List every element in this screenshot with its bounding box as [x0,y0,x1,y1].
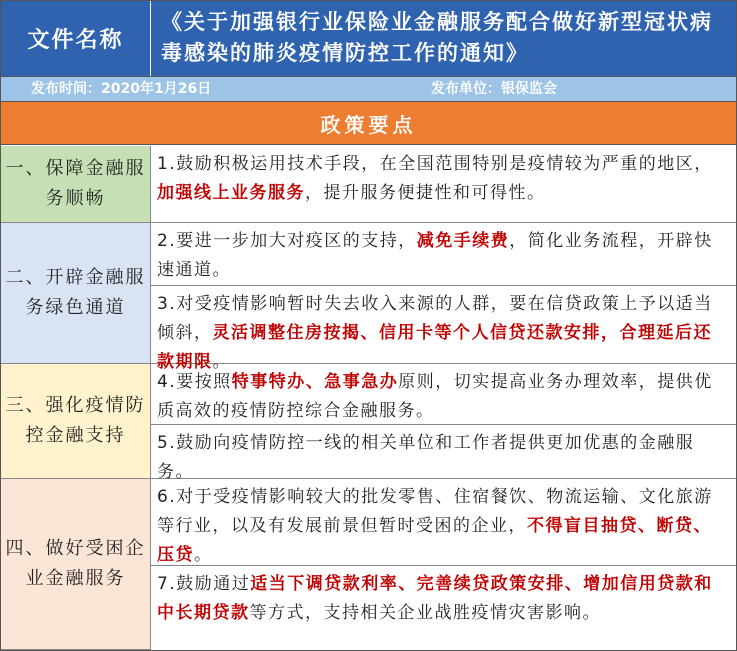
point-text: 4.要按照 [157,372,232,392]
doc-name-label: 文件名称 [1,1,151,76]
point-text: 1.鼓励积极运用技术手段，在全国范围特别是疫情较为严重的地区， [157,154,713,174]
doc-title: 《关于加强银行业保险业金融服务配合做好新型冠状病毒感染的肺炎疫情防控工作的通知》 [161,10,713,65]
point-text: 。 [194,545,213,565]
policy-point [151,223,736,286]
point-highlight: 灵活调整住房按揭、信用卡等个人信贷还款安排，合理延后还款期限 [157,323,712,372]
group-4-label: 四、做好受困企业金融服务 [1,479,151,650]
publisher: 发布单位：银保监会 [431,81,557,97]
meta-row [1,76,736,101]
policy-point [151,566,736,650]
point-text: ，简化业务流程，开辟快速通道。 [157,231,713,280]
title-row [1,1,736,76]
point-highlight: 减免手续费 [416,231,510,251]
point-highlight: 特事特办、急事急办 [231,372,399,392]
point-text: 3.对受疫情影响暂时失去收入来源的人群，要在信贷政策上予以适当倾斜， [157,294,713,343]
point-highlight: 不得盲目抽贷、断贷、压贷 [157,516,712,565]
point-text: 2.要进一步加大对疫区的支持， [157,231,417,251]
point-text: 。 [212,352,231,372]
policy-point [151,146,736,223]
point-text: 6.对于受疫情影响较大的批发零售、住宿餐饮、物流运输、文化旅游等行业，以及有发展前景但暂时受困的企业， [157,487,713,536]
point-highlight: 加强线上业务服务 [157,183,305,203]
group-3-label: 三、强化疫情防控金融支持 [1,364,151,479]
section-title: 政策要点 [1,101,736,145]
point-text: 7.鼓励通过 [157,574,251,594]
policy-point [151,479,736,566]
point-text: ，提升服务便捷性和可得性。 [305,183,546,203]
point-text: 等方式，支持相关企业战胜疫情灾害影响。 [249,603,601,623]
group-1-label: 一、保障金融服务顺畅 [1,146,151,223]
point-text: 原则，切实提高业务办理效率，提供优质高效的疫情防控综合金融服务。 [157,372,713,421]
policy-point [151,364,736,425]
point-highlight: 适当下调贷款利率、完善续贷政策安排、增加信用贷款和中长期贷款 [157,574,713,623]
policy-point [151,425,736,482]
point-text: 5.鼓励向疫情防控一线的相关单位和工作者提供更加优惠的金融服务。 [157,433,695,482]
policy-point [151,286,736,372]
publish-time: 发布时间：2020年1月26日 [31,81,212,97]
group-2-label: 二、开辟金融服务绿色通道 [1,223,151,364]
